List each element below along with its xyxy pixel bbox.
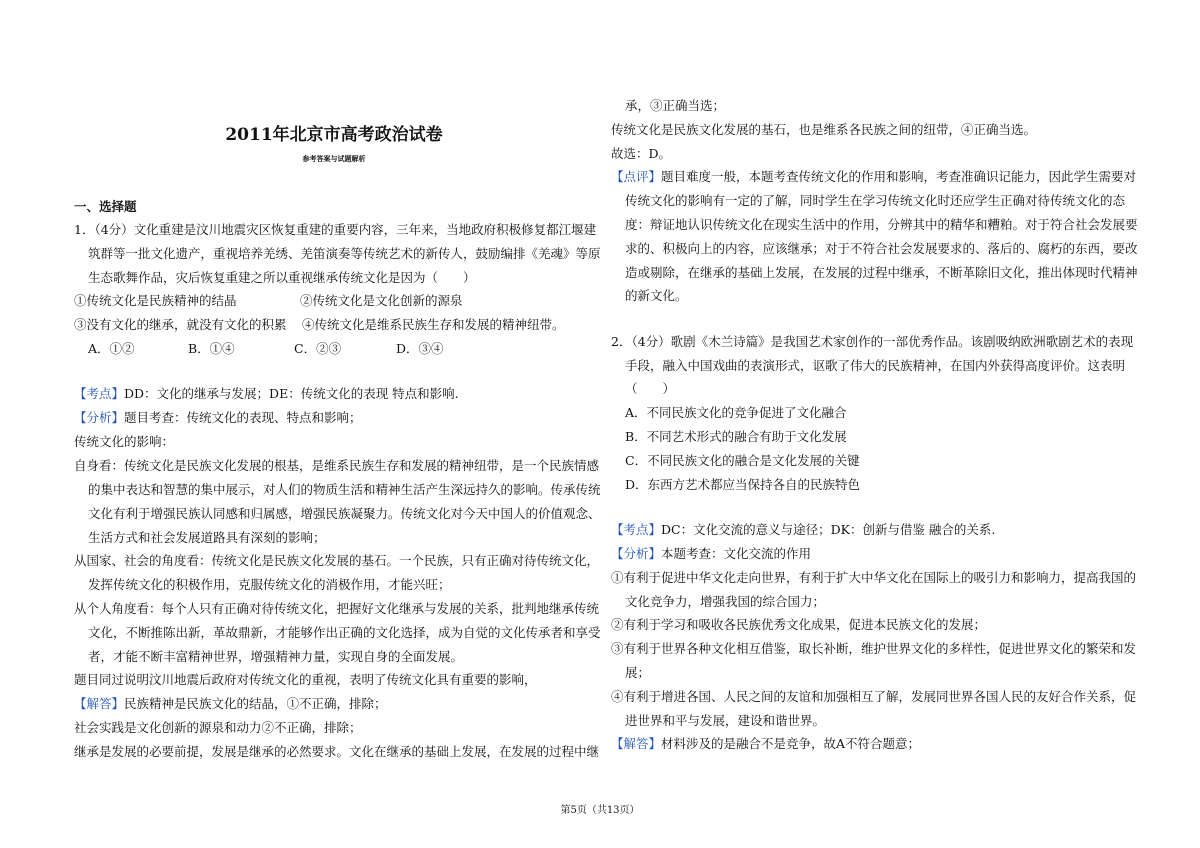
q1-statement: ②传统文化是文化创新的源泉 <box>300 293 463 308</box>
q1-option-d: D．③④ <box>396 341 444 356</box>
q2-body-line: 文化竞争力，增强我国的综合国力； <box>625 594 826 609</box>
jieda-tag: 【解答】 <box>74 696 125 711</box>
q1-statement: ①传统文化是民族精神的结晶 <box>74 293 237 308</box>
q1-fenxi <box>74 410 362 426</box>
q1-stem-line: 筑群等一批文化遗产，重视培养羌绣、羌笛演奏等传统艺术的新传人，鼓励编排《羌魂》等原 <box>88 246 601 261</box>
page-footer: 第5页（共13页） <box>560 805 640 816</box>
q1-answer-line: 承，③正确当选； <box>625 98 726 113</box>
q1-answer-line: 社会实践是文化创新的源泉和动力②不正确，排除； <box>74 720 362 735</box>
q2-body-line: ①有利于促进中华文化走向世界，有利于扩大中华文化在国际上的吸引力和影响力，提高我国的 <box>611 570 1137 585</box>
q1-option-c: C．②③ <box>294 341 342 356</box>
kaodian-tag: 【考点】 <box>74 386 125 401</box>
q1-body-line: 者，才能不断丰富精神世界，增强精神力量，实现自身的全面发展。 <box>88 649 464 664</box>
q2-fenxi <box>611 546 811 562</box>
q2-body-line: 进世界和平与发展，建设和谐世界。 <box>625 713 826 728</box>
q1-body-line: 发挥传统文化的积极作用，克服传统文化的消极作用，才能兴旺； <box>88 577 451 592</box>
q1-body-line: 从国家、社会的角度看：传统文化是民族文化发展的基石。一个民族，只有正确对待传统文化， <box>74 553 600 568</box>
q2-kaodian <box>611 522 995 538</box>
fenxi-text: 题目考查：传统文化的表现、特点和影响； <box>124 410 362 425</box>
q1-answer-line: 传统文化是民族文化发展的基石，也是维系各民族之间的纽带，④正确当选。 <box>611 122 1037 137</box>
page-title: 2011年北京市高考政治试卷 <box>225 125 443 145</box>
jieda-tag: 【解答】 <box>611 736 662 751</box>
q1-body-line: 自身看：传统文化是民族文化发展的根基，是维系民族生存和发展的精神纽带，是一个民族情感 <box>74 458 600 473</box>
q2-body-line: ④有利于增进各国、人民之间的友谊和加强相互了解，发展同世界各国人民的友好合作关系，促 <box>611 689 1137 704</box>
q1-body-line: 文化有利于增强民族认同感和归属感，增强民族凝聚力。传统文化对今天中国人的价值观念、 <box>88 506 601 521</box>
dianping-tag: 【点评】 <box>611 169 662 184</box>
kaodian-text: DC：文化交流的意义与途径；DK：创新与借鉴 融合的关系. <box>661 522 996 537</box>
q2-body-line: ②有利于学习和吸收各民族优秀文化成果，促进本民族文化的发展； <box>611 617 987 632</box>
section-heading: 一、选择题 <box>74 199 137 214</box>
q1-stem-line: 生态歌舞作品，灾后恢复重建之所以重视继承传统文化是因为（ ） <box>88 270 476 285</box>
q2-option-d: D．东西方艺术都应当保持各自的民族特色 <box>625 477 861 492</box>
q1-dianping-line: 求的、积极向上的内容，应该继承；对于不符合社会发展要求的、落后的、腐朽的东西，要改 <box>625 241 1138 256</box>
q2-stem-line: 手段，融入中国戏曲的表演形式，讴歌了伟大的民族精神，在国内外获得高度评价。这表明 <box>625 358 1126 373</box>
q2-stem-line: （ ） <box>625 381 676 396</box>
q1-body-line: 的集中表达和智慧的集中展示，对人们的物质生活和精神生活产生深远持久的影响。传承传统 <box>88 482 601 497</box>
q1-body-line: 题目同过说明汶川地震后政府对传统文化的重视，表明了传统文化具有重要的影响， <box>74 672 537 687</box>
fenxi-text: 本题考查：文化交流的作用 <box>661 546 812 561</box>
q1-statement: ④传统文化是维系民族生存和发展的精神纽带。 <box>302 317 565 332</box>
fenxi-tag: 【分析】 <box>611 546 662 561</box>
q1-body-line: 文化，不断推陈出新，革故鼎新，才能够作出正确的文化选择，成为自觉的文化传承者和享受 <box>88 625 601 640</box>
q2-option-b: B．不同艺术形式的融合有助于文化发展 <box>625 429 847 444</box>
page-subtitle: 参考答案与试题解析 <box>302 154 366 163</box>
q1-dianping-line: 传统文化的影响有一定的了解，同时学生在学习传统文化时还应学生正确对待传统文化的态 <box>625 193 1126 208</box>
q1-kaodian <box>74 386 459 402</box>
q2-stem-line: 2．（4分）歌剧《木兰诗篇》是我国艺术家创作的一部优秀作品。该剧吸纳欧洲歌剧艺术的表现 <box>611 334 1134 349</box>
dianping-text: 题目难度一般，本题考查传统文化的作用和影响，考查准确识记能力，因此学生需要对 <box>661 169 1137 184</box>
q1-dianping-line: 度：辩证地认识传统文化在现实生活中的作用，分辨其中的精华和糟粕。对于符合社会发展要 <box>625 217 1138 232</box>
q1-answer-line: 故选：D。 <box>611 146 672 161</box>
kaodian-tag: 【考点】 <box>611 522 662 537</box>
jieda-text: 民族精神是民族文化的结晶，①不正确，排除； <box>124 696 387 711</box>
kaodian-text: DD：文化的继承与发展；DE：传统文化的表现 特点和影响. <box>124 386 459 401</box>
q2-body-line: ③有利于世界各种文化相互借鉴，取长补断，维护世界文化的多样性，促进世界文化的繁荣和发 <box>611 641 1137 656</box>
q1-option-a: A．①② <box>88 341 135 356</box>
q1-body-line: 传统文化的影响： <box>74 434 175 449</box>
q1-jieda <box>74 696 387 712</box>
q2-option-c: C．不同民族文化的融合是文化发展的关键 <box>625 453 860 468</box>
fenxi-tag: 【分析】 <box>74 410 125 425</box>
q1-dianping <box>611 169 1136 185</box>
q1-statement: ③没有文化的继承，就没有文化的积累 <box>74 317 287 332</box>
q1-option-b: B．①④ <box>188 341 235 356</box>
q2-option-a: A．不同民族文化的竞争促进了文化融合 <box>625 405 847 420</box>
q1-dianping-line: 造或剔除，在继承的基础上发展，在发展的过程中继承，不断革除旧文化，推出体现时代精神 <box>625 265 1138 280</box>
q2-jieda <box>611 736 920 752</box>
q2-body-line: 展； <box>625 665 651 680</box>
jieda-text: 材料涉及的是融合不是竞争，故A不符合题意； <box>661 736 921 751</box>
q1-dianping-line: 的新文化。 <box>625 288 688 303</box>
q1-answer-line: 继承是发展的必要前提，发展是继承的必然要求。文化在继承的基础上发展，在发展的过程中继 <box>74 744 600 759</box>
q1-body-line: 从个人角度看：每个人只有正确对待传统文化，把握好文化继承与发展的关系，批判地继承传统 <box>74 601 600 616</box>
q1-stem-line: 1．（4分）文化重建是汶川地震灾区恢复重建的重要内容，三年来，当地政府积极修复都江堰建 <box>74 222 597 237</box>
q1-body-line: 生活方式和社会发展道路具有深刻的影响； <box>88 530 326 545</box>
